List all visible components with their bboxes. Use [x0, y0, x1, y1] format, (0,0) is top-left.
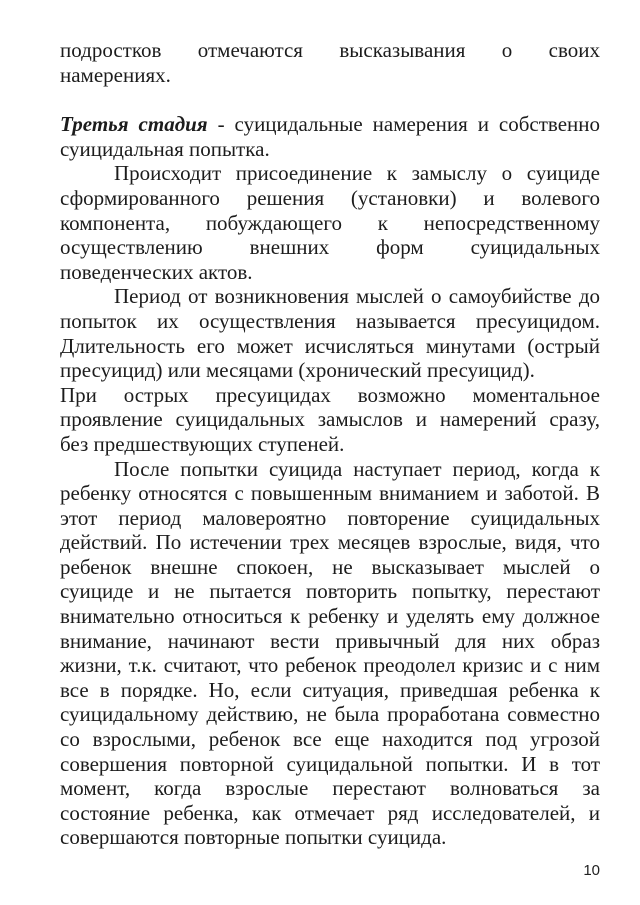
text-line: совершения повторной суицидальной попытки. И в тот: [60, 751, 600, 776]
text-line: момент, когда взрослые перестают волноваться за: [60, 776, 600, 801]
text-line: компонента, побуждающего к непосредственному: [60, 210, 600, 235]
text-line: состояние ребенка, как отмечает ряд исследователей, и: [60, 800, 600, 825]
text-line: попыток их осуществления называется пресуицидом.: [60, 308, 600, 333]
stage-heading: Третья стадия: [60, 112, 208, 137]
text-line: суицидальная попытка.: [60, 136, 270, 161]
text-line: жизни, т.к. считают, что ребенок преодолел кризис и с ним: [60, 653, 600, 678]
text-line: Длительность его может исчисляться минутами (острый: [60, 333, 600, 358]
text-line: осуществлению внешних форм суицидальных: [60, 235, 600, 260]
text-line: ребенку относятся с повышенным вниманием и заботой. В: [60, 481, 600, 506]
text-line: При острых пресуицидах возможно моментальное: [60, 382, 600, 407]
text-line: действий. По истечении трех месяцев взрослые, видя, что: [60, 530, 600, 555]
text-line: [60, 112, 600, 137]
paragraph-after-attempt: [60, 457, 600, 851]
text-line: суициде и не пытается повторить попытку, перестают: [60, 579, 600, 604]
paragraph-joining: [60, 161, 600, 284]
text-line: все в порядке. Но, если ситуация, приведшая ребенка к: [60, 677, 600, 702]
paragraph-third-stage: [60, 112, 600, 161]
text-line: Период от возникновения мыслей о самоубийстве до: [114, 284, 600, 309]
paragraph-presuicide: [60, 284, 600, 382]
text-line: сформированного решения (установки) и волевого: [60, 185, 600, 210]
text-line: проявление суицидальных замыслов и намерений сразу,: [60, 407, 600, 432]
text-line: этот период маловероятно повторение суицидальных: [60, 505, 600, 530]
text-line: пресуицид) или месяцами (хронический пресуицид).: [60, 358, 535, 383]
text-line: суицидальному действию, не была проработана совместно: [60, 702, 600, 727]
stage-definition: - суицидальные намерения и собственно: [207, 112, 601, 137]
text-line: намерениях.: [60, 62, 171, 87]
text-line: со взрослыми, ребенок все еще находится под угрозой: [60, 727, 600, 752]
paragraph-acute: [60, 383, 600, 457]
page-number: 10: [583, 862, 600, 879]
text-line: ребенок внешне спокоен, не высказывает мыслей о: [60, 554, 600, 579]
text-line: совершаются повторные попытки суицида.: [60, 825, 447, 850]
text-line: внимание, начинают вести привычный для них образ: [60, 628, 600, 653]
text-line: внимательно относиться к ребенку и уделять ему должное: [60, 604, 600, 629]
text-line: После попытки суицида наступает период, когда к: [114, 456, 600, 481]
text-line: Происходит присоединение к замыслу о суициде: [114, 161, 600, 186]
text-line: поведенческих актов.: [60, 259, 253, 284]
page-body: [60, 38, 600, 850]
text-line: подростков отмечаются высказывания о своих: [60, 38, 600, 62]
text-line: без предшествующих ступеней.: [60, 431, 345, 456]
paragraph-continuation: [60, 38, 600, 87]
